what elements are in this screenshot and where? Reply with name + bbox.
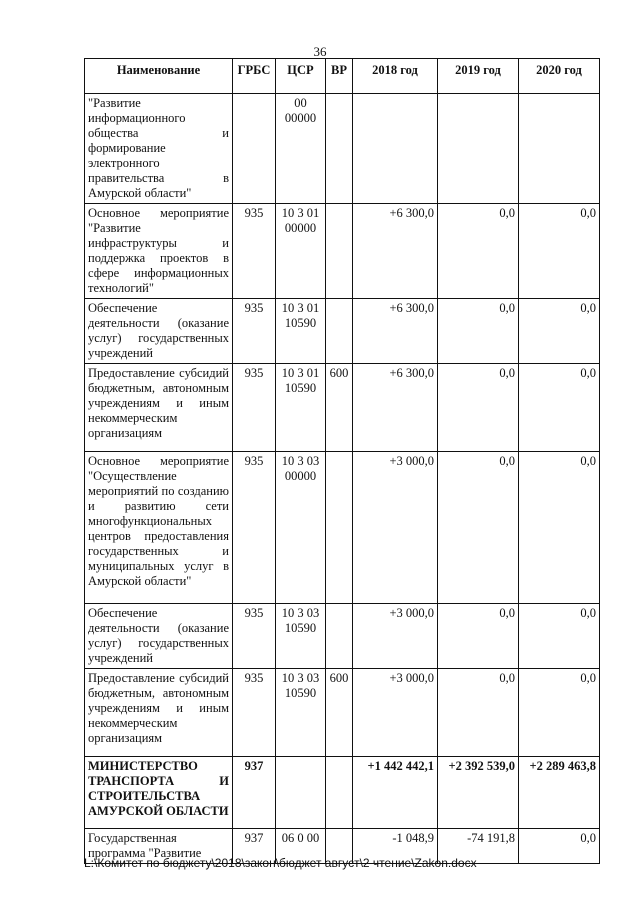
- row-2020-cell: 0,0: [519, 299, 600, 364]
- row-grbs-cell: 935: [233, 669, 276, 757]
- row-grbs-cell: 937: [233, 829, 276, 864]
- row-2020-cell: +2 289 463,8: [519, 757, 600, 829]
- header-csr: ЦСР: [276, 59, 326, 94]
- table-header-row: [85, 59, 600, 94]
- row-name-cell: Обеспечение деятельности (оказание услуг) государственных учреждений: [85, 604, 233, 669]
- row-name-cell: "Развитие информационного общества и формирование электронного правительства в Амурской области": [85, 94, 233, 204]
- table-row: [85, 604, 600, 669]
- row-grbs-cell: 935: [233, 604, 276, 669]
- page-number: 36: [313, 44, 327, 59]
- row-csr-cell: 10 3 01 10590: [276, 299, 326, 364]
- row-2019-cell: 0,0: [438, 604, 519, 669]
- row-vr-cell: [326, 204, 353, 299]
- row-csr-cell: 10 3 01 00000: [276, 204, 326, 299]
- row-csr-cell: 06 0 00: [276, 829, 326, 864]
- row-name-cell: Основное мероприятие "Развитие инфраструктуры и поддержка проектов в сфере информационных технологий": [85, 204, 233, 299]
- table-row: [85, 204, 600, 299]
- row-vr-cell: 600: [326, 669, 353, 757]
- row-2018-cell: +1 442 442,1: [353, 757, 438, 829]
- row-2019-cell: 0,0: [438, 299, 519, 364]
- row-csr-cell: 10 3 03 10590: [276, 604, 326, 669]
- file-path-footer: L:\Комитет по бюджету\2018\закон\бюджет август\2 чтение\Zakon.docx: [84, 856, 477, 870]
- row-2020-cell: 0,0: [519, 204, 600, 299]
- row-vr-cell: [326, 94, 353, 204]
- header-name: Наименование: [85, 59, 233, 94]
- header-vr: ВР: [326, 59, 353, 94]
- row-vr-cell: [326, 452, 353, 604]
- row-name-cell: Государственная программа "Развитие: [85, 829, 233, 864]
- row-2018-cell: [353, 94, 438, 204]
- row-2018-cell: +3 000,0: [353, 669, 438, 757]
- row-2018-cell: -1 048,9: [353, 829, 438, 864]
- row-name-cell: Основное мероприятие "Осуществление мероприятий по созданию и развитию сети многофункциональных центров предоставления государственных и муниципальных услуг в Амурской области": [85, 452, 233, 604]
- table-row: [85, 94, 600, 204]
- row-2019-cell: -74 191,8: [438, 829, 519, 864]
- row-grbs-cell: [233, 94, 276, 204]
- header-grbs: ГРБС: [233, 59, 276, 94]
- row-grbs-cell: 935: [233, 299, 276, 364]
- row-vr-cell: [326, 604, 353, 669]
- row-grbs-cell: 935: [233, 452, 276, 604]
- header-2020: 2020 год: [519, 59, 600, 94]
- row-csr-cell: 00 00000: [276, 94, 326, 204]
- row-name-cell: МИНИСТЕРСТВО ТРАНСПОРТА И СТРОИТЕЛЬСТВА АМУРСКОЙ ОБЛАСТИ: [85, 757, 233, 829]
- row-grbs-cell: 935: [233, 204, 276, 299]
- row-csr-cell: 10 3 03 00000: [276, 452, 326, 604]
- table-row: [85, 299, 600, 364]
- row-2018-cell: +3 000,0: [353, 604, 438, 669]
- row-2020-cell: [519, 94, 600, 204]
- table-row: [85, 757, 600, 829]
- row-grbs-cell: 935: [233, 364, 276, 452]
- row-csr-cell: 10 3 03 10590: [276, 669, 326, 757]
- row-vr-cell: 600: [326, 364, 353, 452]
- row-vr-cell: [326, 299, 353, 364]
- row-2018-cell: +6 300,0: [353, 364, 438, 452]
- table-row: [85, 452, 600, 604]
- row-name-cell: Предоставление субсидий бюджетным, автономным учреждениям и иным некоммерческим организациям: [85, 669, 233, 757]
- header-2019: 2019 год: [438, 59, 519, 94]
- header-2018: 2018 год: [353, 59, 438, 94]
- row-2020-cell: 0,0: [519, 452, 600, 604]
- row-2019-cell: 0,0: [438, 364, 519, 452]
- row-csr-cell: 10 3 01 10590: [276, 364, 326, 452]
- row-2019-cell: +2 392 539,0: [438, 757, 519, 829]
- row-2018-cell: +6 300,0: [353, 204, 438, 299]
- row-csr-cell: [276, 757, 326, 829]
- table-row: [85, 364, 600, 452]
- table-row: [85, 669, 600, 757]
- row-name-cell: Обеспечение деятельности (оказание услуг) государственных учреждений: [85, 299, 233, 364]
- row-2019-cell: 0,0: [438, 204, 519, 299]
- row-vr-cell: [326, 757, 353, 829]
- row-2019-cell: [438, 94, 519, 204]
- row-grbs-cell: 937: [233, 757, 276, 829]
- row-2020-cell: 0,0: [519, 669, 600, 757]
- row-2019-cell: 0,0: [438, 452, 519, 604]
- row-2018-cell: +3 000,0: [353, 452, 438, 604]
- row-2019-cell: 0,0: [438, 669, 519, 757]
- row-2020-cell: 0,0: [519, 829, 600, 864]
- row-name-cell: Предоставление субсидий бюджетным, автономным учреждениям и иным некоммерческим организациям: [85, 364, 233, 452]
- budget-table: [84, 58, 600, 864]
- row-2020-cell: 0,0: [519, 604, 600, 669]
- row-2020-cell: 0,0: [519, 364, 600, 452]
- row-2018-cell: +6 300,0: [353, 299, 438, 364]
